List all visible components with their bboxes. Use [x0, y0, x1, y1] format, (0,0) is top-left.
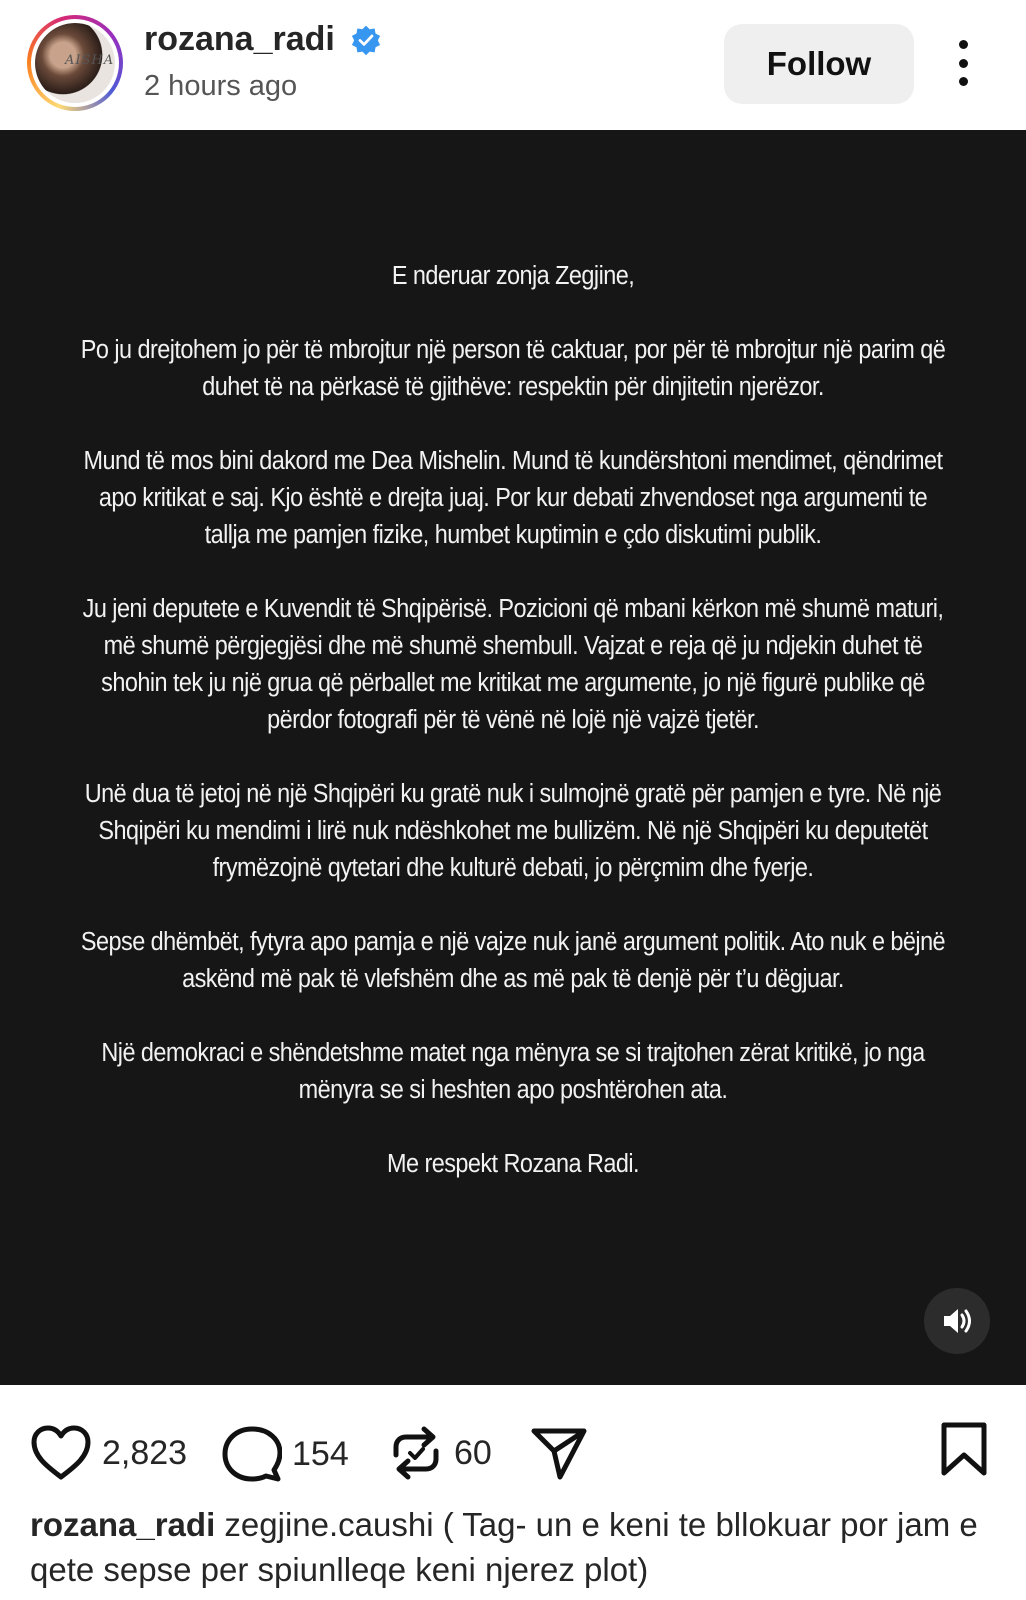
- avatar[interactable]: [35, 23, 115, 103]
- repost-count[interactable]: 60: [454, 1433, 492, 1472]
- letter-paragraph: Po ju drejtohem jo për të mbrojtur një person të caktuar, por për të mbrojtur një parim që duhet të na përkasë të gjithëve: respektin për dinjitetin njerëzor.: [80, 336, 946, 401]
- letter-greeting: E nderuar zonja Zegjine,: [391, 262, 635, 290]
- verified-badge-icon: [350, 24, 382, 56]
- letter-paragraph: Sepse dhëmbët, fytyra apo pamja e një vajze nuk janë argument politik. Ato nuk e bëjnë askënd më pak të vlefshëm dhe as më pak të denjë për t’u dëgjuar.: [80, 928, 946, 993]
- letter-paragraph: Ju jeni deputete e Kuvendit të Shqipërisë. Pozicioni që mbani kërkon më shumë maturi, më shumë përgjegjësi dhe më shumë shembull. Vajzat e reja që ju ndjekin duhet të shohin tek ju një grua që përballet me kritikat me argumente, jo një figurë publike që përdor fotografi për të vënë në lojë një vajzë tjetër.: [82, 595, 944, 734]
- speaker-icon: [940, 1304, 974, 1338]
- share-action[interactable]: [530, 1425, 588, 1481]
- letter-signature: Me respekt Rozana Radi.: [386, 1150, 639, 1178]
- avatar-label: AISHA: [65, 53, 115, 68]
- story-ring[interactable]: [27, 15, 123, 111]
- caption-text: zegjine.caushi ( Tag- un e keni te bllokuar por jam e qete sepse per spiunlleqe keni njerez plot): [30, 1506, 978, 1588]
- heart-icon[interactable]: [30, 1425, 92, 1481]
- post-media[interactable]: [0, 130, 1026, 1385]
- sound-toggle-button[interactable]: [924, 1288, 990, 1354]
- repost-action[interactable]: [388, 1425, 492, 1481]
- comment-icon[interactable]: [222, 1425, 282, 1483]
- caption-username[interactable]: rozana_radi: [30, 1506, 216, 1543]
- bookmark-icon[interactable]: [940, 1421, 988, 1477]
- username[interactable]: rozana_radi: [144, 20, 335, 58]
- post-caption: [30, 1502, 996, 1592]
- action-bar: [0, 1385, 1026, 1505]
- repost-icon[interactable]: [388, 1425, 444, 1481]
- letter-paragraph: Unë dua të jetoj në një Shqipëri ku gratë nuk i sulmojnë gratë për pamjen e tyre. Në një Shqipëri ku mendimi i lirë nuk ndëshkohet me bullizëm. Në një Shqipëri ku deputetët frymëzojnë qytetari dhe kulturë debati, jo përçmim dhe fyerje.: [84, 780, 942, 882]
- more-options-icon[interactable]: [950, 40, 976, 86]
- like-count[interactable]: 2,823: [102, 1433, 188, 1472]
- post-header: [0, 0, 1026, 130]
- post-timestamp: 2 hours ago: [144, 70, 298, 102]
- letter-paragraph: Një demokraci e shëndetshme matet nga mënyra se si trajtohen zërat kritikë, jo nga mënyra se si heshten apo poshtërohen ata.: [101, 1039, 925, 1104]
- letter-paragraph: Mund të mos bini dakord me Dea Mishelin. Mund të kundërshtoni mendimet, qëndrimet apo kritikat e saj. Kjo është e drejta juaj. Por kur debati zhvendoset nga argumenti te tallja me pamjen fizike, humbet kuptimin e çdo diskutimi publik.: [83, 447, 943, 549]
- follow-button[interactable]: Follow: [724, 24, 914, 104]
- comment-count[interactable]: 154: [292, 1434, 349, 1473]
- share-icon[interactable]: [530, 1425, 588, 1481]
- letter-text: [78, 258, 948, 1220]
- like-action[interactable]: [30, 1425, 187, 1481]
- comment-action[interactable]: [222, 1425, 349, 1483]
